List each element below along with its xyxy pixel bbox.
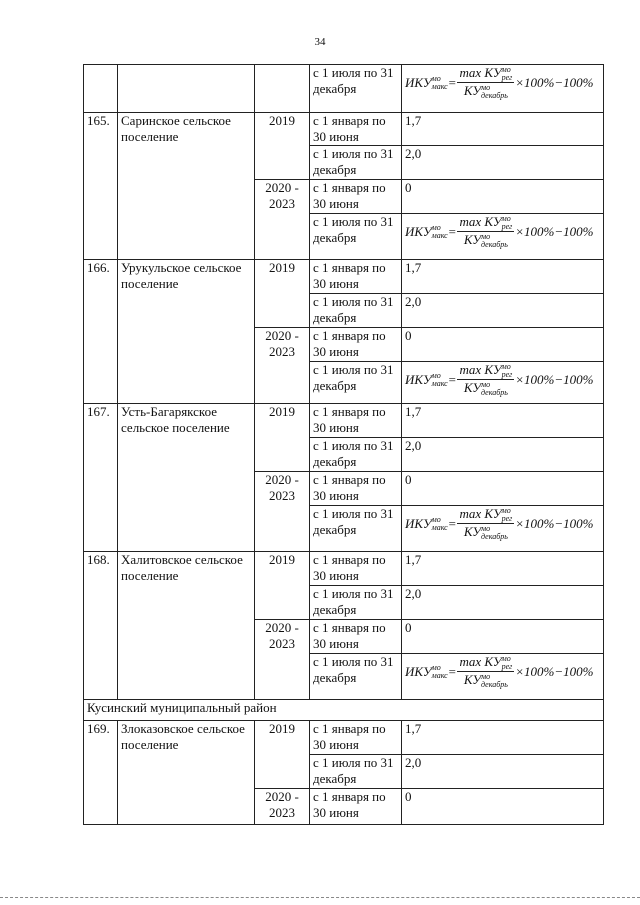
formula-superscript: мо xyxy=(481,524,491,534)
formula-numerator-indices xyxy=(502,655,513,671)
formula-numerator-indices xyxy=(502,363,513,379)
formula-superscript: мо xyxy=(501,214,511,224)
number-cell: 165. xyxy=(84,113,118,260)
value-cell: 2,0 xyxy=(402,755,604,789)
formula xyxy=(405,506,600,541)
period-cell: с 1 января по 30 июня xyxy=(310,113,402,146)
formula-fraction xyxy=(457,362,514,397)
formula-superscript: мо xyxy=(481,672,491,682)
formula xyxy=(405,654,600,689)
tariff-table xyxy=(83,64,604,825)
formula-numerator xyxy=(457,362,514,380)
formula-cell xyxy=(402,506,604,552)
page-number: 34 xyxy=(314,36,326,48)
period-cell: с 1 июля по 31 декабря xyxy=(310,362,402,404)
year-cell: 2020 - 2023 xyxy=(255,789,310,825)
period-cell: с 1 января по 30 июня xyxy=(310,789,402,825)
formula-subscript: декабрь xyxy=(481,388,508,398)
formula-lhs: ИКУ xyxy=(405,223,432,239)
period-cell: с 1 января по 30 июня xyxy=(310,620,402,654)
formula-subscript: рег xyxy=(501,73,513,83)
period-cell: с 1 января по 30 июня xyxy=(310,260,402,294)
formula-subscript: декабрь xyxy=(481,532,508,542)
formula xyxy=(405,362,600,397)
table-row xyxy=(84,65,604,113)
formula-tail: ×100%−100% xyxy=(515,515,594,531)
formula-equals: = xyxy=(447,74,457,90)
formula-denominator-text: КУ xyxy=(463,672,482,688)
formula-subscript: макс xyxy=(431,522,448,532)
formula-superscript: мо xyxy=(431,514,441,524)
formula-cell xyxy=(402,362,604,404)
value-cell: 1,7 xyxy=(402,113,604,146)
formula-equals: = xyxy=(447,371,457,387)
formula-cell xyxy=(402,654,604,700)
formula-superscript: мо xyxy=(501,654,511,664)
value-cell: 2,0 xyxy=(402,586,604,620)
period-cell: с 1 января по 30 июня xyxy=(310,328,402,362)
formula-superscript: мо xyxy=(481,83,491,93)
period-cell: с 1 июля по 31 декабря xyxy=(310,654,402,700)
number-cell: 168. xyxy=(84,552,118,700)
settlement-name-cell: Халитовское сельское поселение xyxy=(118,552,255,700)
formula-numerator-text: max КУ xyxy=(459,654,502,669)
year-cell xyxy=(255,65,310,113)
number-cell: 166. xyxy=(84,260,118,404)
value-cell: 0 xyxy=(402,180,604,214)
period-cell: с 1 января по 30 июня xyxy=(310,180,402,214)
formula-denominator xyxy=(462,83,510,100)
formula-tail: ×100%−100% xyxy=(515,223,594,239)
table-row xyxy=(84,552,604,586)
table-row xyxy=(84,721,604,755)
number-cell xyxy=(84,65,118,113)
value-cell: 0 xyxy=(402,328,604,362)
formula-superscript: мо xyxy=(501,506,511,516)
formula-subscript: макс xyxy=(431,230,448,240)
formula-numerator-text: max КУ xyxy=(459,506,502,521)
formula-numerator xyxy=(457,65,514,83)
year-cell: 2019 xyxy=(255,404,310,472)
formula-numerator xyxy=(457,214,514,232)
formula-lhs-indices xyxy=(432,664,448,680)
year-cell: 2019 xyxy=(255,721,310,789)
settlement-name-cell xyxy=(118,65,255,113)
formula-lhs: ИКУ xyxy=(405,663,432,679)
year-cell: 2020 - 2023 xyxy=(255,620,310,700)
period-cell: с 1 июля по 31 декабря xyxy=(310,586,402,620)
value-cell: 1,7 xyxy=(402,721,604,755)
value-cell: 2,0 xyxy=(402,438,604,472)
formula-numerator-text: max КУ xyxy=(459,362,502,377)
formula-fraction xyxy=(457,506,514,541)
formula-subscript: рег xyxy=(501,662,513,672)
formula-subscript: рег xyxy=(501,222,513,232)
formula-superscript: мо xyxy=(481,232,491,242)
formula-subscript: декабрь xyxy=(481,680,508,690)
formula-numerator-text: max КУ xyxy=(459,214,502,229)
year-cell: 2020 - 2023 xyxy=(255,328,310,404)
formula-numerator xyxy=(457,654,514,672)
formula-numerator-indices xyxy=(502,66,513,82)
formula-lhs-indices xyxy=(432,372,448,388)
value-cell: 0 xyxy=(402,789,604,825)
formula-numerator xyxy=(457,506,514,524)
year-cell: 2020 - 2023 xyxy=(255,472,310,552)
formula-subscript: рег xyxy=(501,514,513,524)
settlement-name-cell: Саринское сельское поселение xyxy=(118,113,255,260)
settlement-name-cell: Урукульское сельское поселение xyxy=(118,260,255,404)
formula-lhs: ИКУ xyxy=(405,515,432,531)
formula-subscript: макс xyxy=(431,81,448,91)
year-cell: 2019 xyxy=(255,552,310,620)
formula-superscript: мо xyxy=(501,362,511,372)
number-cell: 169. xyxy=(84,721,118,825)
period-cell: с 1 января по 30 июня xyxy=(310,721,402,755)
formula-subscript: декабрь xyxy=(481,240,508,250)
value-cell: 2,0 xyxy=(402,294,604,328)
year-cell: 2020 - 2023 xyxy=(255,180,310,260)
period-cell: с 1 июля по 31 декабря xyxy=(310,214,402,260)
formula-subscript: макс xyxy=(431,670,448,680)
formula-denominator-text: КУ xyxy=(463,83,482,99)
formula-superscript: мо xyxy=(431,222,441,232)
period-cell: с 1 июля по 31 декабря xyxy=(310,755,402,789)
formula-superscript: мо xyxy=(501,65,511,75)
formula-lhs-indices xyxy=(432,224,448,240)
formula xyxy=(405,214,600,249)
formula-subscript: рег xyxy=(501,370,513,380)
table-row xyxy=(84,260,604,294)
period-cell: с 1 июля по 31 декабря xyxy=(310,506,402,552)
formula-denominator-indices xyxy=(481,84,508,100)
formula-subscript: макс xyxy=(431,378,448,388)
formula-subscript: декабрь xyxy=(481,91,508,101)
formula-cell xyxy=(402,214,604,260)
formula-lhs: ИКУ xyxy=(405,74,432,90)
formula-superscript: мо xyxy=(431,662,441,672)
formula-superscript: мо xyxy=(431,73,441,83)
formula-lhs-indices xyxy=(432,75,448,91)
period-cell: с 1 июля по 31 декабря xyxy=(310,294,402,328)
formula-denominator xyxy=(462,672,510,689)
value-cell: 2,0 xyxy=(402,146,604,180)
value-cell: 1,7 xyxy=(402,552,604,586)
value-cell: 1,7 xyxy=(402,404,604,438)
year-cell: 2019 xyxy=(255,113,310,180)
table-row xyxy=(84,404,604,438)
district-header: Кусинский муниципальный район xyxy=(84,700,604,721)
formula-denominator-indices xyxy=(481,381,508,397)
formula-tail: ×100%−100% xyxy=(515,74,594,90)
formula-tail: ×100%−100% xyxy=(515,371,594,387)
value-cell: 0 xyxy=(402,472,604,506)
period-cell: с 1 июля по 31 декабря xyxy=(310,65,402,113)
formula-equals: = xyxy=(447,515,457,531)
formula-denominator-text: КУ xyxy=(463,524,482,540)
period-cell: с 1 июля по 31 декабря xyxy=(310,438,402,472)
formula-numerator-text: max КУ xyxy=(459,65,502,80)
settlement-name-cell: Злоказовское сельское поселение xyxy=(118,721,255,825)
formula-denominator-indices xyxy=(481,673,508,689)
table-row xyxy=(84,700,604,721)
formula-tail: ×100%−100% xyxy=(515,663,594,679)
formula xyxy=(405,65,600,100)
value-cell: 0 xyxy=(402,620,604,654)
formula-superscript: мо xyxy=(431,370,441,380)
formula-lhs: ИКУ xyxy=(405,371,432,387)
formula-superscript: мо xyxy=(481,380,491,390)
formula-denominator-indices xyxy=(481,233,508,249)
formula-lhs-indices xyxy=(432,516,448,532)
settlement-name-cell: Усть-Багарякское сельское поселение xyxy=(118,404,255,552)
formula-fraction xyxy=(457,214,514,249)
table-row xyxy=(84,113,604,146)
year-cell: 2019 xyxy=(255,260,310,328)
formula-denominator xyxy=(462,232,510,249)
formula-fraction xyxy=(457,65,514,100)
period-cell: с 1 января по 30 июня xyxy=(310,472,402,506)
formula-denominator xyxy=(462,380,510,397)
number-cell: 167. xyxy=(84,404,118,552)
period-cell: с 1 января по 30 июня xyxy=(310,404,402,438)
page-bottom-rule xyxy=(0,897,640,898)
period-cell: с 1 января по 30 июня xyxy=(310,552,402,586)
formula-numerator-indices xyxy=(502,215,513,231)
formula-equals: = xyxy=(447,663,457,679)
formula-denominator-indices xyxy=(481,525,508,541)
formula-denominator-text: КУ xyxy=(463,232,482,248)
formula-cell xyxy=(402,65,604,113)
period-cell: с 1 июля по 31 декабря xyxy=(310,146,402,180)
formula-denominator xyxy=(462,524,510,541)
formula-denominator-text: КУ xyxy=(463,380,482,396)
value-cell: 1,7 xyxy=(402,260,604,294)
formula-fraction xyxy=(457,654,514,689)
formula-numerator-indices xyxy=(502,507,513,523)
formula-equals: = xyxy=(447,223,457,239)
